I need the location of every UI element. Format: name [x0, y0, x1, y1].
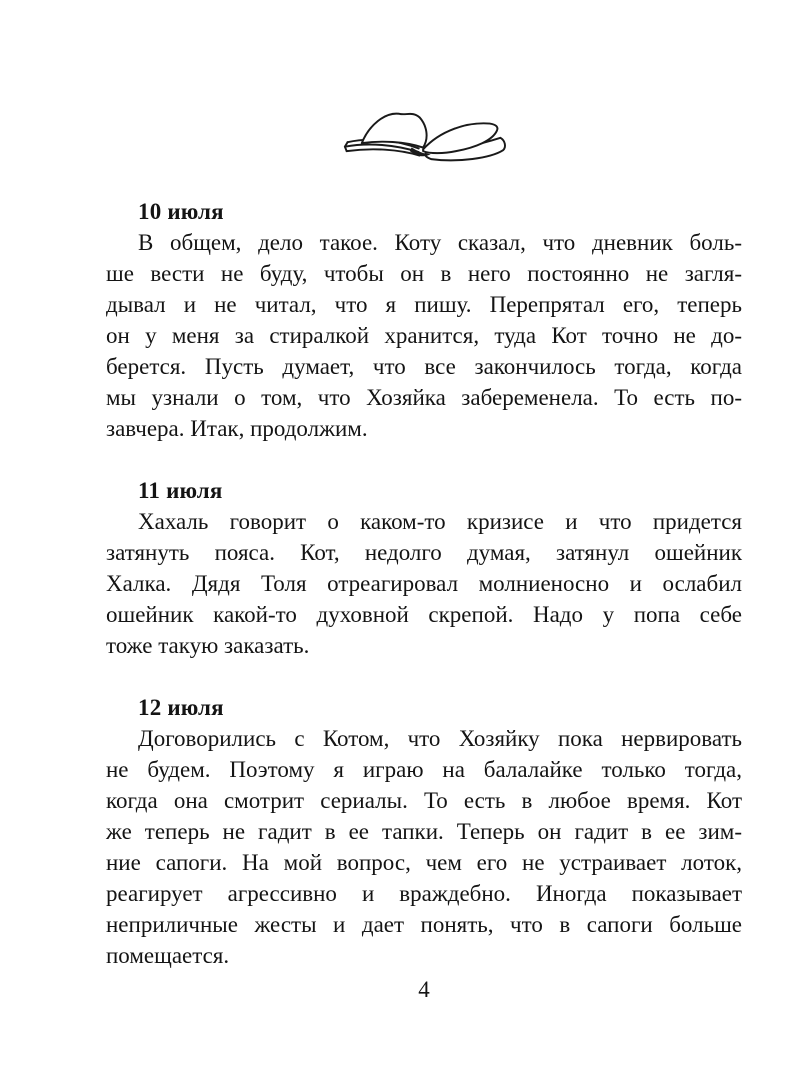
entry-paragraph — [106, 506, 742, 661]
text-line: ние сапоги. На мой вопрос, чем его не устраивает лоток, — [106, 850, 742, 875]
text-line: не будем. Поэтому я играю на балалайке только тогда, — [106, 757, 742, 782]
diary-entries — [106, 196, 742, 971]
text-line: же теперь не гадит в ее тапки. Теперь он гадит в ее зим- — [106, 819, 742, 844]
text-line: реагирует агрессивно и враждебно. Иногда показывает — [106, 881, 742, 906]
text-line: дывал и не читал, что я пишу. Перепрятал его, теперь — [106, 292, 742, 317]
entry-paragraph — [106, 227, 742, 444]
text-line: Хахаль говорит о каком-то кризисе и что придется — [138, 509, 742, 534]
text-line: Договорились с Котом, что Хозяйку пока нервировать — [138, 726, 742, 751]
page-number: 4 — [418, 977, 430, 1002]
text-line: неприличные жесты и дает понять, что в сапоги больше — [106, 912, 742, 937]
text-line: В общем, дело такое. Коту сказал, что дневник боль- — [138, 230, 742, 255]
text-line: он у меня за стиралкой хранится, туда Кот точно не до- — [106, 323, 742, 348]
text-line: когда она смотрит сериалы. То есть в любое время. Кот — [106, 788, 742, 813]
text-line: помещается. — [106, 943, 230, 968]
text-line: берется. Пусть думает, что все закончилось тогда, когда — [106, 354, 742, 379]
entry-paragraph — [106, 723, 742, 971]
text-line: мы узнали о том, что Хозяйка забеременела. То есть по- — [106, 385, 742, 410]
text-line: ошейник какой-то духовной скрепой. Надо у попа себе — [106, 602, 742, 627]
open-book-icon — [327, 104, 521, 168]
entry-date-heading: 12 июля — [138, 695, 224, 720]
text-line: ше вести не буду, чтобы он в него постоянно не загля- — [106, 261, 742, 286]
entry-date-heading: 10 июля — [138, 199, 224, 224]
text-line: Халка. Дядя Толя отреагировал молниеносно и ослабил — [106, 571, 742, 596]
text-line: затянуть пояса. Кот, недолго думая, затянул ошейник — [106, 540, 742, 565]
text-line: тоже такую заказать. — [106, 633, 310, 658]
entry-date-heading: 11 июля — [138, 478, 223, 503]
text-line: завчера. Итак, продолжим. — [106, 416, 368, 441]
